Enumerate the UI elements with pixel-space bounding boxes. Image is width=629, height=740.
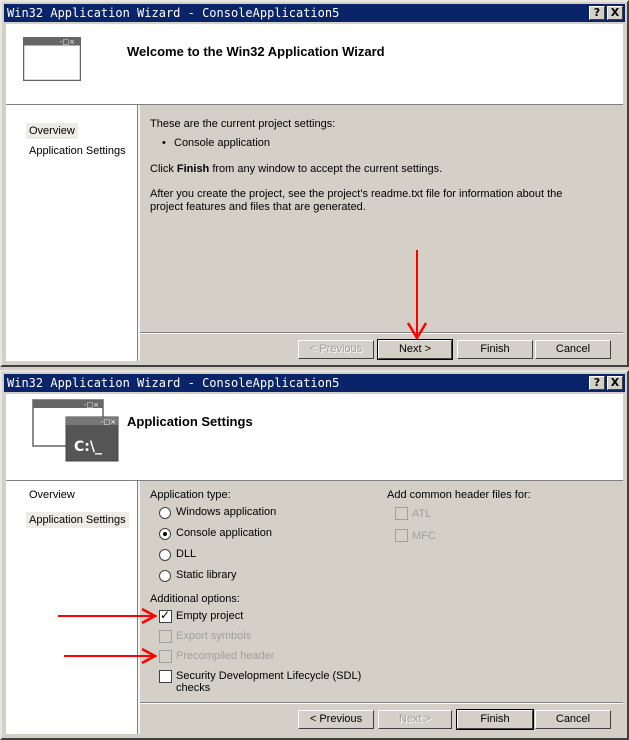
radio-windows-application[interactable] <box>159 507 171 519</box>
console-icon-text: C:\_ <box>74 439 102 455</box>
page-title: Application Settings <box>127 414 253 429</box>
checkbox-precompiled-header[interactable] <box>159 650 172 663</box>
wizard-sidebar <box>6 105 140 361</box>
red-arrow-right-icon <box>64 648 158 664</box>
svg-text:-□×: -□× <box>101 418 117 426</box>
checkbox-atl-label[interactable]: ATL <box>412 508 432 520</box>
wizard-window-settings <box>0 370 629 740</box>
button-separator <box>140 702 623 704</box>
red-arrow-down-icon <box>405 250 429 342</box>
radio-static-library-label[interactable]: Static library <box>176 569 237 581</box>
checkbox-empty-project[interactable] <box>159 610 172 623</box>
help-button[interactable]: ? <box>589 376 605 390</box>
finish-text-post: from any window to accept the current settings. <box>209 163 443 175</box>
wizard-header <box>6 24 623 105</box>
sidebar-item-application-settings[interactable]: Application Settings <box>29 145 126 157</box>
checkbox-mfc[interactable] <box>395 529 408 542</box>
bullet-text: Console application <box>174 137 271 149</box>
radio-windows-application-label[interactable]: Windows application <box>176 506 277 518</box>
finish-text-pre: Click <box>150 163 177 175</box>
checkbox-sdl-checks[interactable] <box>159 670 172 683</box>
window-title: Win32 Application Wizard - ConsoleApplication5 <box>7 376 340 390</box>
checkbox-export-symbols-label[interactable]: Export symbols <box>176 630 252 642</box>
sidebar-item-application-settings[interactable]: Application Settings <box>26 512 129 528</box>
wizard-header <box>6 394 623 481</box>
sidebar-item-overview[interactable]: Overview <box>26 123 78 139</box>
checkbox-sdl-checks-label[interactable]: Security Development Lifecycle (SDL) <box>176 670 362 682</box>
checkbox-export-symbols[interactable] <box>159 630 172 643</box>
previous-button[interactable]: < Previous <box>298 340 374 359</box>
finish-button[interactable]: Finish <box>457 710 533 729</box>
svg-text:-□×: -□× <box>84 401 100 409</box>
title-bar[interactable] <box>4 374 625 392</box>
finish-instructions <box>150 163 617 176</box>
cancel-button[interactable]: Cancel <box>535 710 611 729</box>
checkbox-precompiled-header-label[interactable]: Precompiled header <box>176 650 275 662</box>
radio-console-application-label[interactable]: Console application <box>176 527 273 539</box>
next-button[interactable]: Next > <box>378 340 452 359</box>
close-button[interactable]: X <box>607 6 623 20</box>
svg-text:-□×: -□× <box>60 38 76 46</box>
close-button[interactable]: X <box>607 376 623 390</box>
finish-text-bold: Finish <box>176 163 210 175</box>
cancel-button[interactable]: Cancel <box>535 340 611 359</box>
checkbox-mfc-label[interactable]: MFC <box>412 530 436 542</box>
page-title: Welcome to the Win32 Application Wizard <box>127 44 385 59</box>
app-type-label: Application type: <box>150 489 231 501</box>
window-icon <box>23 37 81 81</box>
readme-text: After you create the project, see the project's readme.txt file for information about the project features and files that are generated. <box>150 188 563 213</box>
radio-dll-label[interactable]: DLL <box>176 548 197 560</box>
additional-options-label: Additional options: <box>150 593 240 605</box>
title-bar[interactable] <box>4 4 625 22</box>
window-title: Win32 Application Wizard - ConsoleApplication5 <box>7 6 340 20</box>
previous-button[interactable]: < Previous <box>298 710 374 729</box>
overview-content <box>150 118 617 214</box>
red-arrow-right-icon <box>58 608 158 624</box>
checkbox-sdl-checks-label-line2[interactable]: checks <box>176 682 211 694</box>
checkbox-empty-project-label[interactable]: Empty project <box>176 610 244 622</box>
radio-console-application[interactable] <box>159 528 171 540</box>
finish-button[interactable]: Finish <box>457 340 533 359</box>
radio-static-library[interactable] <box>159 570 171 582</box>
wizard-window-welcome <box>0 0 629 367</box>
common-headers-label: Add common header files for: <box>387 489 531 501</box>
help-button[interactable]: ? <box>589 6 605 20</box>
radio-dll[interactable] <box>159 549 171 561</box>
settings-intro: These are the current project settings: <box>150 118 336 130</box>
sidebar-item-overview[interactable]: Overview <box>29 489 75 501</box>
checkmark-icon: ✓ <box>160 608 171 622</box>
next-button[interactable]: Next > <box>378 710 452 729</box>
button-separator <box>140 332 623 334</box>
checkbox-atl[interactable] <box>395 507 408 520</box>
settings-bullet: • Console application <box>162 137 271 149</box>
